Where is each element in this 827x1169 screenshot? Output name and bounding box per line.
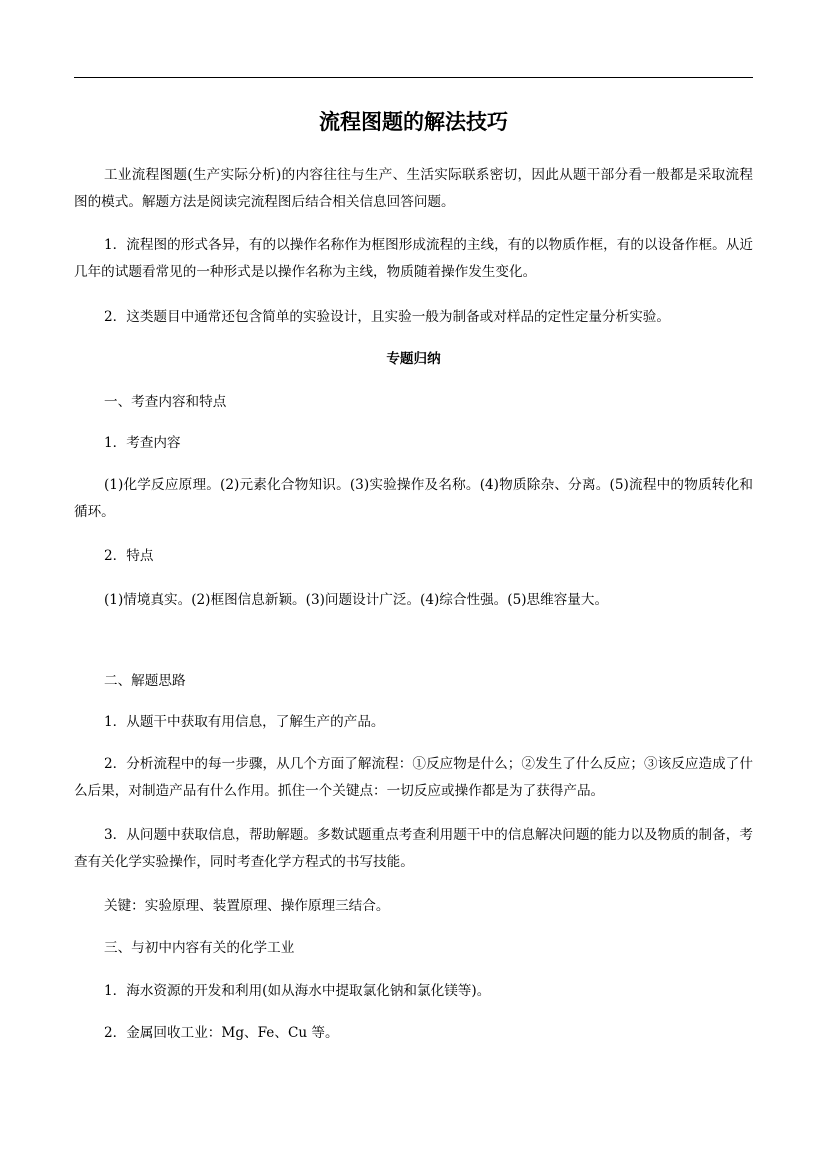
point-2-paragraph: 2．这类题目中通常还包含简单的实验设计，且实验一般为制备或对样品的定性定量分析实验。 — [104, 309, 670, 325]
section-heading: 专题归纳 — [386, 351, 441, 367]
section-2-key-point: 关键：实验原理、装置原理、操作原理三结合。 — [104, 898, 390, 914]
section-3-heading: 三、与初中内容有关的化学工业 — [104, 940, 295, 956]
section-1-sub-1-heading: 1．考查内容 — [104, 435, 181, 451]
point-1-paragraph: 1．流程图的形式各异，有的以操作名称作为框图形成流程的主线，有的以物质作框，有的以设备作框。从近几年的试题看常见的一种形式是以操作名称为主线，物质随着操作发生变化。 — [74, 237, 753, 280]
section-3-paragraph-1: 1．海水资源的开发和利用(如从海水中提取氯化钠和氯化镁等)。 — [104, 983, 491, 999]
section-1-heading: 一、考查内容和特点 — [104, 394, 227, 410]
section-2-paragraph-3: 3．从问题中获取信息，帮助解题。多数试题重点考查利用题干中的信息解决问题的能力以及物质的制备，考查有关化学实验操作，同时考查化学方程式的书写技能。 — [74, 827, 753, 870]
header-rule — [74, 77, 753, 78]
section-2-heading: 二、解题思路 — [104, 673, 186, 689]
section-2-paragraph-2: 2．分析流程中的每一步骤，从几个方面了解流程：①反应物是什么；②发生了什么反应；③该反应造成了什么后果，对制造产品有什么作用。抓住一个关键点：一切反应或操作都是为了获得产品。 — [74, 756, 753, 799]
section-1-sub-2-heading: 2．特点 — [104, 548, 154, 564]
section-1-sub-1-text: (1)化学反应原理。(2)元素化合物知识。(3)实验操作及名称。(4)物质除杂、分离。(5)流程中的物质转化和循环。 — [74, 477, 753, 520]
section-3-paragraph-2: 2．金属回收工业：Mg、Fe、Cu 等。 — [104, 1025, 339, 1041]
intro-paragraph: 工业流程图题(生产实际分析)的内容往往与生产、生活实际联系密切，因此从题干部分看一般都是采取流程图的模式。解题方法是阅读完流程图后结合相关信息回答问题。 — [74, 167, 753, 210]
section-1-sub-2-text: (1)情境真实。(2)框图信息新颖。(3)问题设计广泛。(4)综合性强。(5)思维容量大。 — [104, 592, 609, 608]
section-2-paragraph-1: 1．从题干中获取有用信息，了解生产的产品。 — [104, 714, 385, 730]
document-title: 流程图题的解法技巧 — [319, 109, 508, 134]
